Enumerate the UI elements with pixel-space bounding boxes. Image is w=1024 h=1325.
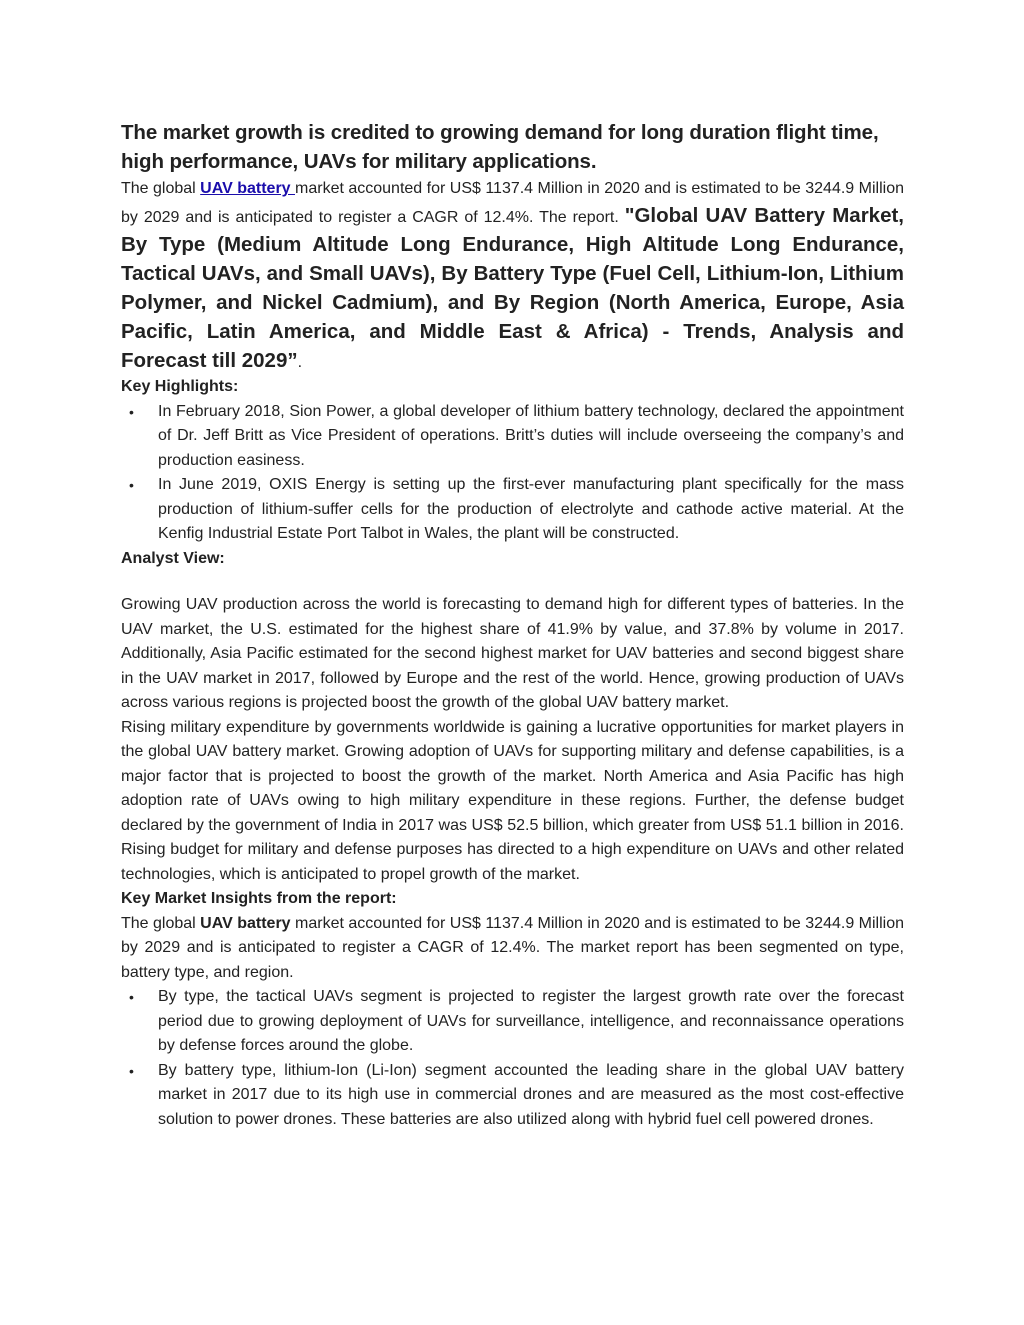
key-insights-intro <box>121 912 904 986</box>
list-item <box>121 1059 904 1133</box>
analyst-paragraph: Rising military expenditure by governments worldwide is gaining a lucrative opportunities for market players in the global UAV battery market. Growing adoption of UAVs for supporting military and defense capabilities, is a major factor that is projected to boost the growth of the market. North America and Asia Pacific has high adoption rate of UAVs owing to high military expenditure in these regions. Further, the defense budget declared by the government of India in 2017 was US$ 52.5 billion, which greater from US$ 51.1 billion in 2016. Rising budget for military and defense purposes has directed to a high expenditure on UAVs and other related technologies, which is anticipated to propel growth of the market. <box>121 718 904 883</box>
intro-paragraph <box>121 176 904 375</box>
report-title: "Global UAV Battery Market, By Type (Medium Altitude Long Endurance, High Altitude Long Endurance, Tactical UAVs, and Small UAVs), By Battery Type (Fuel Cell, Lithium-Ion, Lithium Polymer, and Nickel Cadmium), and By Region (North America, Europe, Asia Pacific, Latin America, and Middle East & Africa) - Trends, Analysis and Forecast till 2029” <box>121 204 904 372</box>
uav-battery-link[interactable]: UAV battery <box>200 180 296 197</box>
bullet-icon: • <box>129 403 134 420</box>
list-item <box>121 473 904 547</box>
analyst-paragraph: Growing UAV production across the world is forecasting to demand high for different types of batteries. In the UAV market, the U.S. estimated for the highest share of 41.9% by value, and 37.8% by volume in 2017. Additionally, Asia Pacific estimated for the second highest market for UAV batteries and second biggest share in the UAV market in 2017, followed by Europe and the rest of the world. Hence, growing production of UAVs across various regions is projected boost the growth of the global UAV battery market. <box>121 596 904 711</box>
bullet-icon: • <box>129 989 134 1005</box>
insights-bold-term: UAV battery <box>200 914 291 932</box>
intro-suffix: market accounted for US$ 1137.4 Million in 2020 and is estimated to be 3244.9 Million by 2029 and is anticipated to register a CAGR of 12.4%. The report. <box>121 180 904 226</box>
key-insights-list <box>121 985 904 1132</box>
key-highlights-list <box>121 400 904 547</box>
insights-prefix: The global <box>121 914 201 932</box>
key-highlights-heading: Key Highlights: <box>121 378 239 395</box>
headline: The market growth is credited to growing demand for long duration flight time, high performance, UAVs for military applications. <box>121 121 879 173</box>
list-item-text: In June 2019, OXIS Energy is setting up the first-ever manufacturing plant specifically for the mass production of lithium-suffer cells for the production of electrolyte and cathode active material. At the Kenfig Industrial Estate Port Talbot in Wales, the plant will be constructed. <box>158 476 904 542</box>
insights-suffix: market accounted for US$ 1137.4 Million in 2020 and is estimated to be 3244.9 Million by 2029 and is anticipated to register a CAGR of 12.4%. The market report has been segmented on type, battery type, and region. <box>121 914 905 981</box>
key-insights-heading: Key Market Insights from the report: <box>121 890 397 907</box>
intro-end: . <box>297 354 303 371</box>
bullet-icon: • <box>129 477 134 493</box>
bullet-icon: • <box>129 1062 134 1079</box>
list-item-text: In February 2018, Sion Power, a global developer of lithium battery technology, declared the appointment of Dr. Jeff Britt as Vice President of operations. Britt’s duties will include overseeing the company’s and production easiness. <box>158 402 904 469</box>
list-item-text: By type, the tactical UAVs segment is projected to register the largest growth rate over the forecast period due to growing deployment of UAVs for surveillance, intelligence, and reconnaissance operations by defense forces around the globe. <box>158 988 904 1054</box>
list-item-text: By battery type, lithium-Ion (Li-Ion) segment accounted the leading share in the global UAV battery market in 2017 due to its high use in commercial drones and are measured as the most cost-effective solution to power drones. These batteries are also utilized along with hybrid fuel cell powered drones. <box>158 1061 904 1128</box>
section-spacer <box>121 571 904 593</box>
intro-prefix: The global <box>121 180 201 197</box>
document-page <box>121 118 904 1132</box>
list-item <box>121 985 904 1059</box>
analyst-view-heading: Analyst View: <box>121 549 225 567</box>
list-item <box>121 400 904 474</box>
